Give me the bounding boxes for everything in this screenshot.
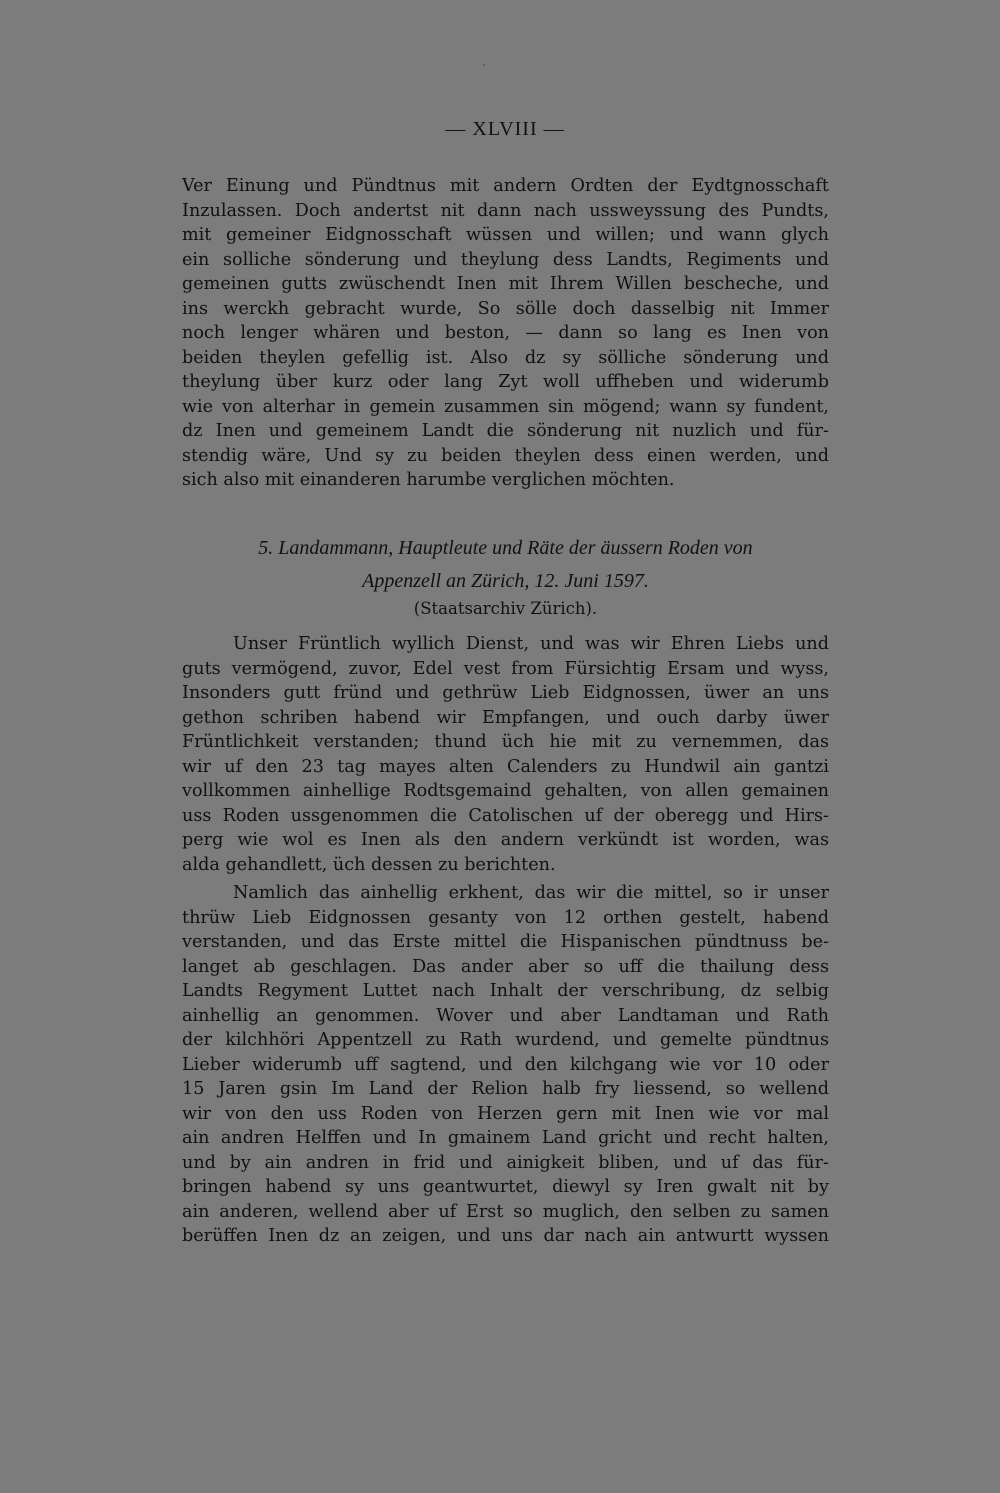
text-line: noch lenger whären und beston, — dann so lang es Inen von [182, 323, 829, 343]
text-line: ain anderen, wellend aber uf Erst so muglich, den selben zu samen [182, 1201, 829, 1222]
text-line: Namlich das ainhellig erkhent, das wir die mittel, so ir unser [233, 883, 829, 903]
text-line: gemeinen gutts zwüschendt Inen mit Ihrem Willen bescheche, und [182, 274, 829, 294]
text-line: perg wie wol es Inen als den andern verkündt ist worden, was [182, 830, 829, 850]
text-line: stendig wäre, Und sy zu beiden theylen dess einen werden, und [182, 445, 829, 466]
text-line: verstanden, und das Erste mittel die Hispanischen pündtnuss be- [182, 932, 829, 952]
paragraph-1 [182, 174, 829, 493]
archive-source: (Staatsarchiv Zürich). [413, 599, 598, 618]
text-line: ein solliche sönderung und theylung dess Landts, Regiments und [182, 249, 829, 270]
text-line: vollkommen ainhellige Rodtsgemaind gehalten, von allen gemainen [182, 781, 829, 801]
text-line: der kilchhöri Appentzell zu Rath wurdend, und gemelte pündtnus [182, 1030, 829, 1050]
text-line: bringen habend sy uns geantwurtet, diewyl sy Iren gwalt nit by [182, 1177, 829, 1197]
text-line: Landts Regyment Luttet nach Inhalt der verschribung, dz selbig [182, 981, 829, 1001]
text-line: sich also mit einanderen harumbe verglichen möchten. [182, 470, 675, 490]
text-line: und by ain andren in frid und ainigkeit bliben, und uf das für- [182, 1152, 829, 1173]
text-line: Früntlichkeit verstanden; thund üch hie mit zu vernemmen, das [182, 732, 829, 752]
text-line: Unser Früntlich wyllich Dienst, und was wir Ehren Liebs und [233, 634, 829, 654]
text-line: Ver Einung und Pündtnus mit andern Ordten der Eydtgnosschaft [182, 176, 829, 196]
text-line: dz Inen und gemeinem Landt die sönderung nit nuzlich und für- [182, 421, 829, 441]
text-line: 15 Jaren gsin Im Land der Relion halb fry liessend, so wellend [182, 1079, 829, 1099]
paragraph-2 [182, 632, 829, 877]
text-line: wie von alterhar in gemein zusammen sin mögend; wann sy fundent, [182, 396, 829, 417]
section-heading-line-1: 5. Landammann, Hauptleute und Räte der äussern Roden von [258, 537, 753, 559]
scan-speck [483, 64, 485, 66]
text-line: guts vermögend, zuvor, Edel vest from Fürsichtig Ersam und wyss, [182, 658, 829, 679]
text-line: theylung über kurz oder lang Zyt woll uffheben und widerumb [182, 372, 829, 392]
text-line: thrüw Lieb Eidgnossen gesanty von 12 orthen gestelt, habend [182, 907, 829, 928]
text-line: ain andren Helffen und In gmainem Land gricht und recht halten, [182, 1128, 829, 1148]
paragraph-3 [182, 881, 829, 1249]
text-line: wir uf den 23 tag mayes alten Calenders zu Hundwil ain gantzi [182, 756, 829, 777]
section-heading-line-2: Appenzell an Zürich, 12. Juni 1597. [362, 570, 649, 592]
text-line: Insonders gutt fründ und gethrüw Lieb Eidgnossen, üwer an uns [182, 683, 829, 703]
text-line: Inzulassen. Doch andertst nit dann nach ussweyssung des Pundts, [182, 200, 829, 221]
text-line: alda gehandlett, üch dessen zu berichten. [182, 854, 556, 875]
running-head: — XLVIII — [445, 118, 565, 140]
text-line: gethon schriben habend wir Empfangen, und ouch darby üwer [182, 707, 829, 728]
text-line: mit gemeiner Eidgnosschaft wüssen und willen; und wann glych [182, 225, 829, 245]
text-line: Lieber widerumb uff sagtend, und den kilchgang wie vor 10 oder [182, 1054, 829, 1075]
text-line: ins werckh gebracht wurde, So sölle doch dasselbig nit Immer [182, 298, 829, 319]
text-line: uss Roden ussgenommen die Catolischen uf der oberegg und Hirs- [182, 805, 829, 826]
text-line: beiden theylen gefellig ist. Also dz sy sölliche sönderung und [182, 347, 829, 368]
text-line: wir von den uss Roden von Herzen gern mit Inen wie vor mal [182, 1103, 829, 1124]
text-line: langet ab geschlagen. Das ander aber so uff die thailung dess [182, 956, 829, 977]
text-line: ainhellig an genommen. Wover und aber Landtaman und Rath [182, 1005, 829, 1026]
section-heading [182, 532, 829, 598]
text-line: berüffen Inen dz an zeigen, und uns dar nach ain antwurtt wyssen [182, 1226, 829, 1246]
